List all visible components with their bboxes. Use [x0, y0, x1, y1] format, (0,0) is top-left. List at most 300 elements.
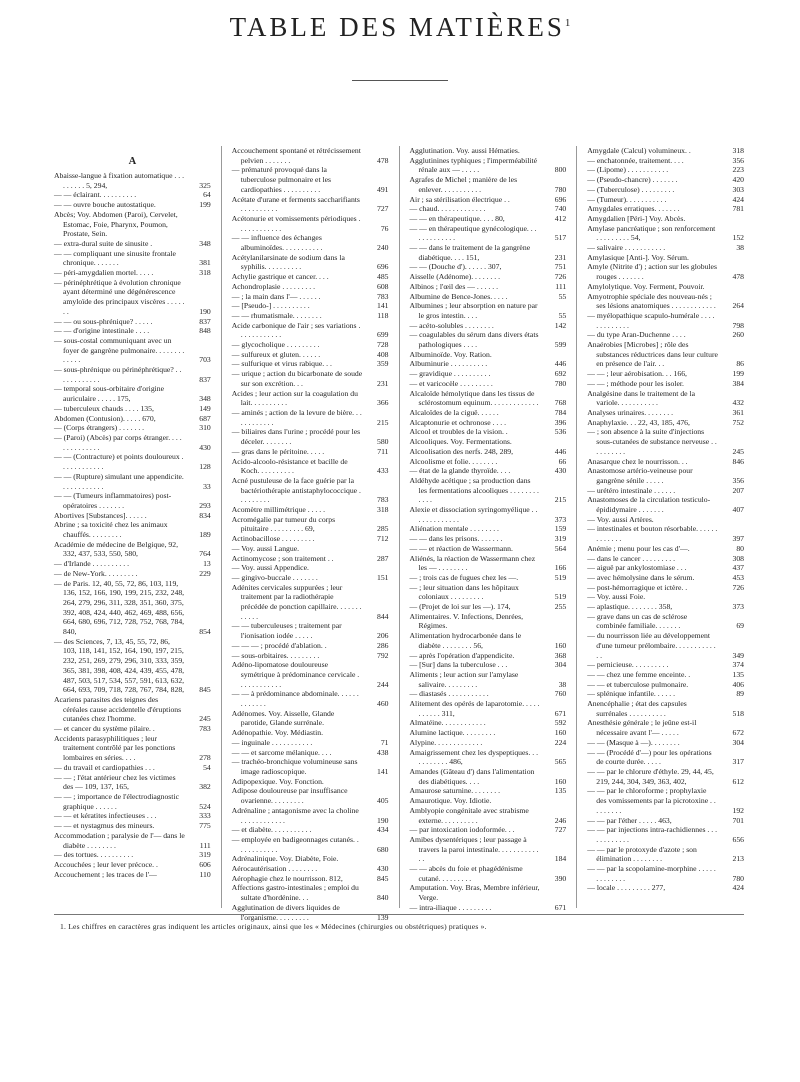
index-entry-text: Aisselle (Adénome). . . . . . . . — [409, 272, 501, 282]
index-entry-page: 780 — [732, 873, 744, 883]
index-entry-text: Albuminoïde. Voy. Ration. — [409, 349, 492, 359]
index-entry-text: — grave dans un cas de sclérose combinée familiale. . . . . . . — [587, 611, 688, 631]
index-entry-text: — gras dans le péritoine. . . . . — [231, 446, 325, 456]
index-entry-page: 356 — [732, 475, 744, 485]
index-entry-page: 71 — [380, 737, 389, 747]
index-entry-text: — — en thérapeutique gynécologique. . . . . . . . . . . . . — [409, 223, 537, 243]
index-entry-text: — splénique infantile. . . . . . — [587, 689, 675, 699]
footnote: 1. Les chiffres en caractères gras indiquent les articles originaux, ainsi que les « Médecines (chirurgies ou obstétriques) pratiques ». — [60, 922, 487, 931]
index-entry-page: 656 — [732, 834, 744, 844]
index-entry-page: 215 — [554, 495, 567, 505]
index-entry-text: — — par le chloroforme ; prophylaxie des vomissements par la picrotoxine . . . . . . . . . — [587, 786, 716, 815]
index-entry-text: — — et nystagmus des mineurs. — [54, 821, 155, 831]
index-entry-page: 373 — [554, 514, 567, 524]
index-entry-page: 303 — [732, 184, 744, 194]
index-entry-text: — temporal sous-orbitaire d'origine auriculaire . . . . . 175, — [54, 384, 165, 404]
index-entry-text: — par intoxication iodoformée. . . — [409, 825, 515, 835]
index-entry-text: — prématuré provoqué dans la tuberculose pulmonaire et les cardiopathies . . . . . . . . . . — [231, 165, 332, 194]
index-entry-text: — — et tuberculose pulmonaire. — [587, 679, 689, 689]
index-entry-page: 780 — [554, 184, 567, 194]
index-entry-text: — — (Procédé d'—) pour les opérations de courte durée. . . . . — [587, 747, 712, 767]
index-entry-page: 190 — [376, 815, 389, 825]
index-entry — [232, 195, 389, 214]
index-entry-page: 775 — [199, 821, 211, 831]
index-entry — [410, 321, 567, 331]
index-entry-page: 800 — [554, 165, 567, 175]
index-entry — [54, 278, 211, 317]
index-entry-page: 420 — [732, 175, 744, 185]
index-entry — [232, 835, 389, 854]
index-entry-page: 255 — [554, 602, 567, 612]
index-entry-text: Alcaloïdes de la ciguë. . . . . . — [409, 407, 499, 417]
index-entry — [54, 821, 211, 831]
index-entry-page: 606 — [199, 859, 211, 869]
index-entry-text: — tuberculeux chauds . . . . 135, — [54, 403, 154, 413]
index-entry-page: 846 — [732, 456, 744, 466]
title-rule — [352, 80, 448, 81]
index-entry-text: Achondroplasie . . . . . . . . . — [231, 281, 316, 291]
index-entry-page: 231 — [376, 378, 389, 388]
index-entry-page: 430 — [199, 442, 211, 452]
index-entry-page: 727 — [554, 825, 567, 835]
index-entry — [232, 583, 389, 622]
index-entry-page: 565 — [554, 757, 567, 767]
index-entry-page: 407 — [732, 505, 744, 515]
index-entry — [410, 573, 567, 583]
index-entry — [54, 268, 211, 278]
index-entry-page: 319 — [199, 850, 211, 860]
index-entry-text: — locale . . . . . . . . . 277, — [587, 883, 666, 893]
index-entry-page: 215 — [376, 417, 389, 427]
index-entry — [54, 870, 211, 880]
index-entry — [587, 524, 744, 543]
index-entry-text: — — par l'éther . . . . . 463, — [587, 815, 672, 825]
index-entry-text: — (Corps étrangers) . . . . . . . — [54, 423, 145, 433]
index-entry-page: 152 — [732, 233, 744, 243]
index-entry-page: 703 — [199, 355, 211, 365]
index-entry-text: — — (Rupture) simulant une appendicite. . . . . . . . . . . . — [54, 471, 184, 491]
index-entry-page: 599 — [554, 340, 567, 350]
index-entry-page: 382 — [199, 782, 211, 792]
index-entry-page: 184 — [554, 854, 567, 864]
index-entry-text: Abaisse-langue à fixation automatique . . . . . . . . . 5, 294, — [54, 171, 185, 190]
index-entry-page: 149 — [199, 403, 211, 413]
index-entry — [54, 365, 211, 384]
index-entry — [232, 651, 389, 661]
index-entry-text: — — ; l'état antérieur chez les victimes des — 109, 137, 165, — [54, 772, 176, 792]
index-entry-text: — — tuberculeuses ; traitement par l'ionisation iodée . . . . . — [231, 621, 342, 641]
index-entry-page: 333 — [199, 811, 211, 821]
index-entry — [587, 224, 744, 243]
index-entry — [410, 631, 567, 650]
index-entry — [54, 404, 211, 414]
index-entry — [587, 631, 744, 660]
index-entry — [587, 864, 744, 883]
index-entry-text: Acomètre millimétrique . . . . . — [231, 505, 326, 515]
index-entry-text: — chaud. . . . . . . . . . . . . — [409, 204, 486, 214]
index-entry-page: 783 — [199, 724, 211, 734]
index-entry-page: 381 — [199, 258, 211, 268]
index-entry-page: 692 — [554, 369, 567, 379]
index-entry — [587, 718, 744, 737]
index-entry-page: 55 — [558, 310, 567, 320]
index-entry-page: 348 — [199, 238, 211, 248]
index-entry-text: — après l'opération d'appendicite. — [409, 650, 515, 660]
index-entry-page: 390 — [554, 873, 567, 883]
index-column-2 — [231, 146, 389, 922]
index-entry-page: 784 — [554, 407, 567, 417]
index-entry-text: Analgésine dans le traitement de la variole. . . . . . . . . . . — [587, 388, 696, 408]
index-entry-page: 519 — [554, 592, 567, 602]
index-entry — [587, 660, 744, 670]
index-entry-text: — sous-orbitaires. . . . . . . . . — [231, 650, 320, 660]
index-entry-text: — — dans les prisons. . . . . . . — [409, 534, 503, 544]
index-entry-page: 264 — [732, 301, 744, 311]
index-entry-page: 69 — [736, 621, 744, 631]
index-entry-page: 213 — [732, 854, 744, 864]
index-entry — [232, 515, 389, 534]
index-entry-page: 317 — [732, 757, 744, 767]
index-entry — [587, 554, 744, 564]
index-entry-text: — aminés ; action de la levure de bière. . . . . . . . . . . . — [231, 407, 362, 427]
index-entry — [232, 292, 389, 302]
index-entry-page: 160 — [554, 728, 567, 738]
index-entry — [587, 592, 744, 602]
index-entry — [232, 554, 389, 564]
index-entry — [232, 476, 389, 505]
index-entry-text: Achylie gastrique et cancer. . . . — [231, 272, 329, 282]
index-entry-text: Acromégalie par tumeur du corps pituitaire . . . . . . . . . 69, — [231, 514, 336, 534]
index-entry — [232, 689, 389, 708]
index-entry — [410, 505, 567, 524]
index-entry-text: Acariens parasites des teignes des céréales cause accidentelle d'éruptions cutanées chez l'homme. — [54, 694, 182, 724]
index-entry-text: Alcoolisation des nerfs. 248, 289, — [409, 446, 514, 456]
index-entry-text: — salivaire . . . . . . . . . . . — [587, 243, 666, 253]
index-entry-page: 189 — [199, 530, 211, 540]
index-entry-text: Analyses urinaires. . . . . . . . — [587, 407, 674, 417]
index-entry-text: — péri-amygdalien mortel. . . . . — [54, 268, 154, 278]
index-entry — [410, 689, 567, 699]
index-entry-text: Alcoolisme et folie. . . . . . . . — [409, 456, 498, 466]
index-entry — [587, 262, 744, 281]
index-entry — [232, 864, 389, 874]
index-entry — [587, 156, 744, 166]
index-entry-text: Acides ; leur action sur la coagulation du lait. . . . . . . . . . — [231, 388, 358, 408]
index-entry-page: 240 — [376, 243, 389, 253]
index-entry-text: — du nourrisson liée au développement d'une tumeur prélombaire. . . . . . . . . . . . . — [587, 631, 716, 660]
index-entry-text: — d'Irlande . . . . . . . . . . — [54, 559, 130, 569]
index-entry-page: 726 — [554, 272, 567, 282]
index-entry — [587, 845, 744, 864]
index-entry-text: Almatéine. . . . . . . . . . . . — [409, 718, 486, 728]
index-entry-text: — Voy. aussi Foie. — [587, 592, 646, 602]
index-entry-page: 38 — [736, 243, 744, 253]
index-entry-page: 740 — [554, 204, 567, 214]
index-entry-text: — — (Tumeurs inflammatoires) post-opératoires . . . . . . . — [54, 491, 172, 510]
index-entry-text: — avec hémolysine dans le sérum. — [587, 572, 695, 582]
index-entry-text: — [Sur] dans la tuberculose . . . — [409, 660, 508, 670]
index-entry-page: 517 — [554, 233, 567, 243]
index-entry-text: Anémie ; menu pour les cas d'—. — [587, 543, 690, 553]
index-entry-text: Adénomes. Voy. Aisselle, Glande parotide, Glande surrénale. — [231, 708, 335, 728]
index-entry-text: — dans le cancer . . . . . . . . . — [587, 553, 675, 563]
index-entry — [232, 350, 389, 360]
index-entry — [54, 336, 211, 365]
index-entry — [410, 301, 567, 320]
index-entry — [232, 757, 389, 776]
index-entry-text: — gravidique . . . . . . . . . . — [409, 369, 491, 379]
index-entry-page: 780 — [554, 378, 567, 388]
index-entry-page: 840 — [376, 893, 389, 903]
index-entry-text: Affections gastro-intestinales ; emploi du sultate d'hordénine. . . — [231, 883, 359, 903]
index-entry — [54, 792, 211, 811]
index-entry-page: 485 — [376, 272, 389, 282]
index-entry-text: Adipopexique. Voy. Fonction. — [231, 776, 324, 786]
index-entry — [587, 408, 744, 418]
index-entry-text: Amaurose saturnine. . . . . . . . — [409, 786, 501, 796]
index-entry-text: Amygdale (Calcul) volumineux. . — [587, 146, 691, 155]
index-entry — [54, 326, 211, 336]
index-entry-page: 76 — [380, 223, 389, 233]
index-entry-page: 245 — [732, 446, 744, 456]
index-entry — [410, 728, 567, 738]
index-entry-text: — — et kératites infectieuses . . . — [54, 811, 157, 821]
index-entry — [54, 540, 211, 559]
index-entry-page: 478 — [732, 272, 744, 282]
index-entry — [54, 423, 211, 433]
index-entry-page: 66 — [558, 456, 567, 466]
index-entry-page: 373 — [732, 602, 744, 612]
index-entry-text: Aérocautérisation . . . . . . . . — [231, 864, 318, 874]
index-entry — [54, 472, 211, 491]
index-entry — [410, 651, 567, 661]
index-entry-page: 478 — [376, 155, 389, 165]
index-entry-page: 318 — [376, 505, 389, 515]
index-entry — [232, 874, 389, 884]
index-entry-text: — gingivo-buccale . . . . . . . — [231, 572, 318, 582]
index-entry — [232, 505, 389, 515]
index-entry-page: 361 — [732, 407, 744, 417]
index-entry-page: 159 — [554, 524, 567, 534]
index-entry-text: — de New-York. . . . . . . . . — [54, 568, 138, 578]
index-entry — [587, 767, 744, 786]
index-entry-text: — (Paroi) (Abcès) par corps étranger. . . . . . . . . . . . . . — [54, 432, 182, 452]
index-entry-page: 834 — [199, 510, 211, 520]
index-entry — [587, 379, 744, 389]
index-entry-page: 128 — [199, 462, 211, 472]
index-entry — [587, 689, 744, 699]
index-entry-page: 224 — [554, 737, 567, 747]
index-entry-page: 438 — [376, 747, 389, 757]
index-entry-page: 190 — [199, 306, 211, 316]
index-entry-page: 764 — [199, 549, 211, 559]
index-entry-page: 278 — [199, 753, 211, 763]
index-entry — [232, 883, 389, 902]
index-entry — [54, 763, 211, 773]
index-entry-text: — Voy. aussi Artères. — [587, 514, 654, 524]
index-entry — [232, 738, 389, 748]
column-divider — [576, 146, 577, 908]
index-entry-text: — — éclairant. . . . . . . . . . — [54, 190, 137, 200]
index-entry — [54, 831, 211, 850]
index-entry-text: Amylolytique. Voy. Ferment, Pouvoir. — [587, 281, 705, 291]
index-entry-page: 446 — [554, 359, 567, 369]
index-entry-page: 287 — [376, 553, 389, 563]
index-entry-text: Acétate d'urane et ferments saccharifiants . . . . . . . . . . — [231, 194, 360, 214]
index-entry — [410, 262, 567, 272]
index-entry — [54, 239, 211, 249]
index-entry-text: Amblyopie congénitale avec strabisme externe. . . . . . . . . . — [409, 805, 529, 825]
index-entry-page: 199 — [199, 200, 211, 210]
index-entry — [54, 724, 211, 734]
index-entry-page: 397 — [732, 534, 744, 544]
index-entry — [587, 544, 744, 554]
index-entry — [587, 816, 744, 826]
index-entry — [54, 452, 211, 471]
index-entry-text: Alumine lactique. . . . . . . . . — [409, 728, 496, 738]
index-entry — [587, 311, 744, 330]
index-entry-page: 608 — [376, 281, 389, 291]
index-entry-page: 356 — [732, 155, 744, 165]
index-entry-page: 751 — [554, 262, 567, 272]
index-entry — [410, 670, 567, 689]
index-entry-page: 308 — [732, 553, 744, 563]
index-entry-page: 348 — [199, 394, 211, 404]
index-entry — [410, 272, 567, 282]
index-entry — [410, 224, 567, 243]
index-entry — [54, 773, 211, 792]
index-entry — [232, 825, 389, 835]
index-entry-page: 223 — [732, 165, 744, 175]
index-entry — [232, 272, 389, 282]
index-entry — [410, 786, 567, 796]
index-entry — [410, 718, 567, 728]
index-entry-page: 798 — [732, 320, 744, 330]
index-entry-text: — ; leur situation dans les hôpitaux coloniaux . . . . . . . . . — [409, 582, 519, 602]
index-entry-page: 405 — [376, 796, 389, 806]
page-title-text: TABLE DES MATIÈRES — [229, 12, 565, 42]
index-entry-page: 396 — [554, 417, 567, 427]
index-entry-page: 135 — [554, 786, 567, 796]
index-entry-text: Albinos ; l'œil des — . . . . . . — [409, 281, 499, 291]
index-entry-page: 752 — [732, 417, 744, 427]
index-entry-text: Anasarque chez le nourrisson. . . — [587, 456, 688, 466]
index-entry-page: 246 — [554, 815, 567, 825]
index-entry-page: 206 — [376, 631, 389, 641]
index-entry — [587, 466, 744, 485]
index-entry — [587, 146, 744, 156]
index-entry — [587, 786, 744, 815]
index-entry-text: Amylase pancréatique ; son renforcement . . . . . . . . . 54, — [587, 223, 716, 243]
index-column-1 — [54, 146, 211, 908]
index-entry-text: Anaphylaxie. . . 22, 43, 185, 476, — [587, 417, 690, 427]
index-entry-text: Adrénalinique. Voy. Diabète, Foie. — [231, 854, 339, 864]
footnote-rule — [54, 914, 744, 915]
index-entry-text: Anesthésie générale ; le jeûne est-il nécessaire avant l'— . . . . . — [587, 718, 697, 738]
index-entry-page: 768 — [554, 398, 567, 408]
index-entry-text: — — ouvre bouche autostatique. — [54, 200, 156, 210]
index-entry-text: Amygdales erratiques. . . . . . . — [587, 204, 680, 214]
index-entry-page: 696 — [554, 194, 567, 204]
index-entry-text: Agrafes de Michel ; manière de les enlever. . . . . . . . . . . — [409, 175, 518, 194]
index-entry-text: — employée en badigeonnages cutanés. . . . . . . . . . . . — [231, 834, 359, 854]
index-entry-text: — ; trois cas de fugues chez les —. — [409, 572, 519, 582]
index-entry-page: 86 — [736, 359, 744, 369]
index-entry-text: Anaérobies [Microbes] ; rôle des substances réductrices dans leur culture en présence de l'air. . . — [587, 340, 718, 369]
index-entry-page: 687 — [199, 413, 211, 423]
index-entry — [410, 767, 567, 786]
index-entry-page: 349 — [732, 650, 744, 660]
index-entry — [587, 165, 744, 175]
index-entry — [587, 738, 744, 748]
index-entry — [232, 321, 389, 340]
index-entry-page: 701 — [732, 815, 744, 825]
index-entry-page: 406 — [732, 679, 744, 689]
index-entry — [54, 520, 211, 539]
index-entry — [410, 427, 567, 437]
index-entry — [232, 457, 389, 476]
index-entry-text: Actinomycose ; son traitement . . — [231, 553, 334, 563]
index-entry-text: — enchatonnée, traitement. . . . — [587, 155, 684, 165]
index-entry — [587, 670, 744, 680]
index-entry-text: Actinobacillose . . . . . . . . . — [231, 534, 315, 544]
index-entry-text: — — — ; procédé d'ablation. . — [231, 640, 327, 650]
index-entry — [410, 146, 567, 156]
index-entry — [410, 389, 567, 408]
index-entry-page: 728 — [376, 340, 389, 350]
index-entry-page: 408 — [376, 349, 389, 359]
index-entry — [410, 796, 567, 806]
index-entry — [54, 511, 211, 521]
index-entry-text: Abdomen (Contusion). . . . . 670, — [54, 413, 156, 423]
index-entry-page: 89 — [736, 689, 744, 699]
index-entry — [232, 563, 389, 573]
index-entry — [232, 214, 389, 233]
index-entry-page: 304 — [732, 737, 744, 747]
index-entry-page: 110 — [199, 869, 211, 879]
index-entry-text: — — ; importance de l'électrodiagnostic graphique . . . . . . — [54, 792, 179, 811]
index-entry-page: 726 — [732, 582, 744, 592]
index-entry-text: — (Pseudo-chancre) . . . . . . . — [587, 175, 678, 185]
index-entry-text: Adipose douloureuse par insuffisance ovarienne. . . . . . . . . — [231, 786, 348, 806]
index-entry — [54, 734, 211, 763]
index-entry-text: — du type Aran-Duchenne . . . . — [587, 330, 686, 340]
index-entry-text: Aérophagie chez le nourrisson. 812, — [231, 873, 343, 883]
index-entry-page: 837 — [199, 316, 211, 326]
index-entry-text: Agglutinines typhiques ; l'imperméabilité rénale aux — . . . . . — [409, 155, 538, 175]
index-entry-page: 433 — [376, 466, 389, 476]
index-entry — [410, 835, 567, 864]
index-entry-page: 437 — [732, 563, 744, 573]
index-entry — [410, 292, 567, 302]
index-entry-page: 285 — [376, 524, 389, 534]
index-entry-text: Alypine. . . . . . . . . . . . . — [409, 737, 483, 747]
index-entry-text: Amyle (Nitrite d') ; action sur les globules rouges . . . . . . . — [587, 262, 717, 282]
index-entry-text: — pernicieuse. . . . . . . . . . — [587, 660, 669, 670]
index-entry-page: 434 — [376, 825, 389, 835]
index-entry-text: — ; la main dans l'— . . . . . . — [231, 291, 321, 301]
index-entry — [587, 699, 744, 718]
index-entry — [410, 175, 567, 194]
index-entry — [54, 190, 211, 200]
index-entry-page: 854 — [199, 627, 211, 637]
index-entry-page: 837 — [199, 374, 211, 384]
index-entry-text: Anastomose artério-veineuse pour gangrène sénile . . . . . — [587, 466, 693, 485]
index-entry-page: 245 — [199, 714, 211, 724]
index-entry — [232, 369, 389, 388]
index-entry — [54, 317, 211, 327]
index-entry — [232, 389, 389, 408]
